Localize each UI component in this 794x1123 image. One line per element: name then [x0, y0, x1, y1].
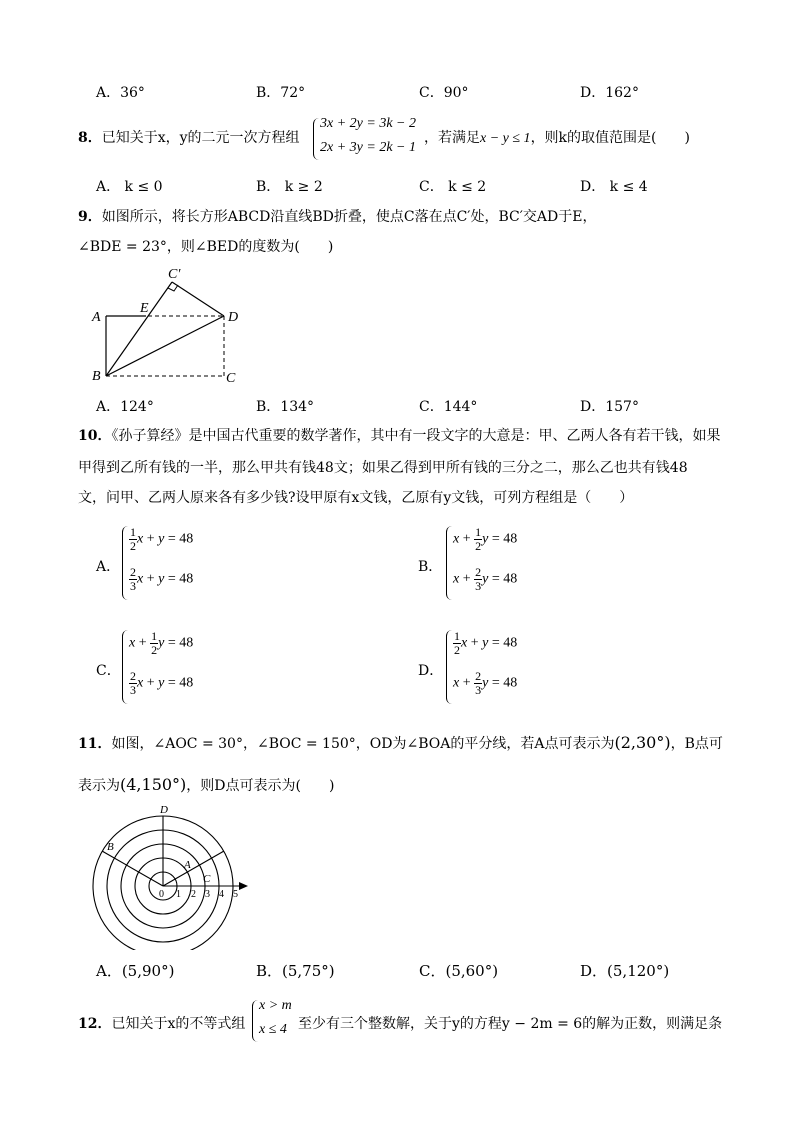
q8-text-after: ，则k的取值范围是( ) — [530, 130, 690, 146]
q8-stem — [78, 128, 300, 148]
q9-figure-rectangle-fold — [88, 264, 248, 388]
q9-option-d: D．157° — [580, 399, 639, 415]
q11-point-b: (4,150°) — [120, 775, 187, 794]
q10-line-3: 文，问甲、乙两人原来各有多少钱?设甲原有x文钱，乙原有y文钱，可列方程组是（ ） — [78, 490, 634, 506]
q8-option-d: D． k ≤ 4 — [580, 179, 648, 195]
q7-option-d: D．162° — [580, 85, 639, 101]
q8-condition: x − y ≤ 1 — [480, 131, 531, 146]
q11-option-d: D．(5,120°) — [580, 962, 670, 980]
q11-number: 11． — [78, 736, 112, 752]
q10-option-d-eq2: x + $\frac{2}{3}$ y = 48 — [453, 669, 518, 697]
q10-option-d-letter: D． — [418, 663, 444, 679]
q10-option-c-letter: C． — [96, 663, 121, 679]
q10-option-d-brace — [446, 630, 453, 704]
q9-line-1 — [78, 207, 596, 227]
q9-label-a: A — [92, 310, 101, 325]
q9-number: 9． — [78, 209, 102, 225]
q10-text-1: 《孙子算经》是中国古代重要的数学著作，其中有一段文字的大意是：甲、乙两人各有若干钱，如果 — [111, 428, 721, 444]
q11-tick-1: 1 — [176, 889, 181, 900]
q9-diagonal-bd — [106, 316, 224, 376]
q10-line-2: 甲得到乙所有钱的一半，那么甲共有钱48文；如果乙得到甲所有钱的三分之二，那么乙也共有钱48 — [78, 460, 688, 476]
q11-option-b: B．(5,75°) — [256, 962, 335, 980]
q12-inequality-1: x > m — [259, 998, 292, 1013]
q11-text-1a: 如图，∠AOC = 30°，∠BOC = 150°，OD为∠BOA的平分线，若A点可表示为 — [111, 736, 615, 752]
q9-label-d: D — [228, 310, 239, 325]
q9-label-cprime: C′ — [168, 267, 181, 282]
q10-option-b-brace — [446, 526, 453, 600]
q10-option-c-eq1: x + $\frac{1}{2}$ y = 48 — [129, 629, 194, 657]
q9-edge-cprimed — [172, 282, 224, 316]
q9-label-e: E — [140, 301, 149, 316]
q11-tick-5: 5 — [233, 889, 238, 900]
q9-label-c: C — [226, 371, 236, 386]
q10-option-d-eq1: $\frac{1}{2}$ x + y = 48 — [454, 629, 518, 657]
q11-text-2a: 表示为 — [78, 778, 120, 794]
q11-label-b: B — [107, 841, 114, 853]
q8-option-c: C． k ≤ 2 — [419, 179, 487, 195]
q11-ray-ob — [102, 851, 163, 886]
q7-option-b: B．72° — [256, 85, 306, 101]
q8-stem-rest — [424, 128, 690, 149]
q10-line-1 — [78, 426, 720, 446]
q10-option-a-eq2: $\frac{2}{3}$ x + y = 48 — [130, 565, 194, 593]
q9-option-a: A．124° — [96, 399, 154, 415]
q11-tick-3: 3 — [205, 889, 210, 900]
q11-label-c: C — [203, 873, 211, 885]
q11-label-d: D — [160, 804, 168, 816]
q10-option-b-letter: B． — [418, 559, 443, 575]
q7-option-a: A．36° — [96, 85, 145, 101]
q12-inequality-2: x ≤ 4 — [259, 1022, 287, 1037]
q9-option-b: B．134° — [256, 399, 315, 415]
q9-edge-bcprime — [106, 282, 172, 376]
q11-line-2 — [78, 775, 334, 796]
q10-option-a-letter: A． — [96, 559, 121, 575]
q9-line-2: ∠BDE = 23°，则∠BED的度数为( ) — [78, 239, 334, 255]
q10-number: 10． — [78, 428, 112, 444]
q11-tick-4: 4 — [219, 889, 224, 900]
q11-tick-2: 2 — [191, 889, 196, 900]
q12-text-before: 已知关于x的不等式组 — [111, 1016, 246, 1032]
q12-system-brace — [252, 1000, 259, 1042]
q10-option-a-eq1: $\frac{1}{2}$ x + y = 48 — [130, 525, 194, 553]
q9-option-c: C．144° — [419, 399, 478, 415]
q8-option-b: B． k ≥ 2 — [256, 179, 323, 195]
q11-tick-0: 0 — [159, 889, 164, 900]
q8-text-mid: ，若满足 — [424, 130, 480, 146]
q12-stem — [78, 1014, 245, 1034]
q7-option-c: C．90° — [419, 85, 469, 101]
q10-option-c-eq2: $\frac{2}{3}$ x + y = 48 — [130, 669, 194, 697]
q12-number: 12． — [78, 1016, 112, 1032]
q11-text-2c: ，则D点可表示为( ) — [186, 778, 335, 794]
q11-option-c: C．(5,60°) — [419, 962, 499, 980]
q10-option-a-brace — [122, 526, 129, 600]
q11-axis-arrow — [239, 882, 248, 890]
q11-figure-polar-circles — [88, 800, 258, 950]
q10-option-b-eq1: x + $\frac{1}{2}$ y = 48 — [453, 525, 518, 553]
q12-text-after: 至少有三个整数解，关于y的方程y − 2m = 6的解为正数，则满足条 — [298, 1016, 723, 1032]
q9-label-b: B — [92, 369, 101, 384]
q11-option-a: A．(5,90°) — [96, 962, 175, 980]
q11-ray-oa — [163, 851, 224, 886]
q11-line-1 — [78, 733, 723, 754]
q10-option-b-eq2: x + $\frac{2}{3}$ y = 48 — [453, 565, 518, 593]
q8-system-brace — [313, 118, 320, 160]
q8-equation-1: 3x + 2y = 3k − 2 — [320, 116, 416, 131]
q10-option-c-brace — [122, 630, 129, 704]
q8-equation-2: 2x + 3y = 2k − 1 — [320, 140, 416, 155]
q8-number: 8． — [78, 130, 102, 146]
q11-point-a: (2,30°) — [614, 733, 671, 752]
q9-text-1: 如图所示，将长方形ABCD沿直线BD折叠，使点C落在点C′处，BC′交AD于E， — [101, 209, 597, 225]
q8-option-a: A． k ≤ 0 — [96, 179, 163, 195]
q8-text-before: 已知关于x，y的二元一次方程组 — [101, 130, 300, 146]
q11-label-a: A — [184, 859, 191, 871]
q11-text-1c: ，B点可 — [670, 736, 723, 752]
